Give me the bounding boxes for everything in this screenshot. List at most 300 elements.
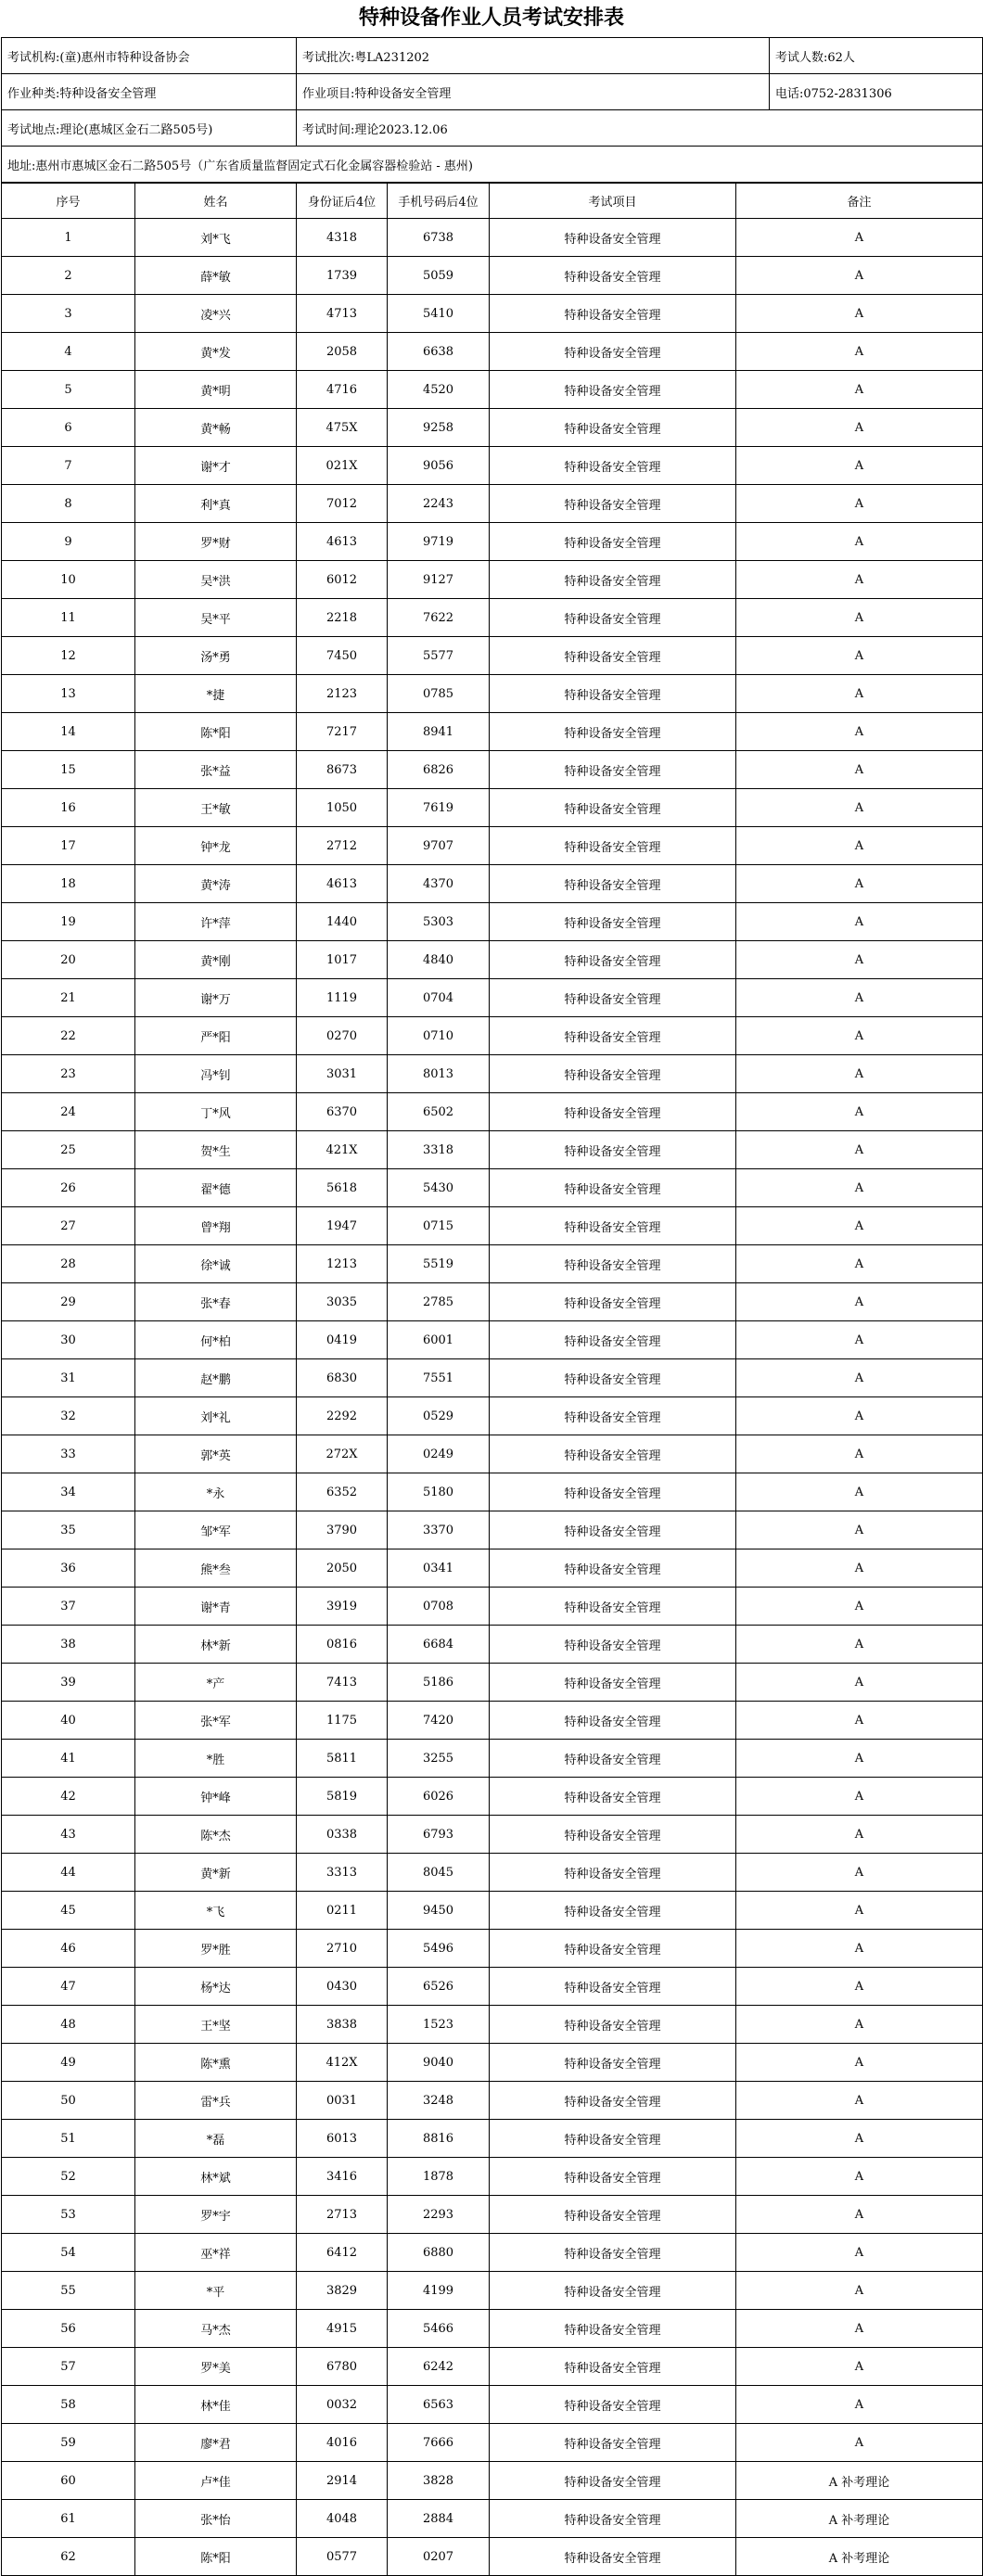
cell-remark: A — [736, 1245, 983, 1283]
cell-phone-last4: 2785 — [388, 1283, 490, 1321]
cell-name: 张*军 — [135, 1702, 297, 1740]
cell-seq: 35 — [2, 1511, 135, 1549]
cell-id-last4: 5819 — [297, 1778, 388, 1816]
cell-id-last4: 0031 — [297, 2082, 388, 2120]
work-item: 作业项目:特种设备安全管理 — [297, 74, 770, 110]
cell-seq: 29 — [2, 1283, 135, 1321]
cell-exam-item: 特种设备安全管理 — [490, 599, 736, 637]
cell-phone-last4: 0207 — [388, 2538, 490, 2576]
cell-remark: A — [736, 2006, 983, 2044]
cell-exam-item: 特种设备安全管理 — [490, 2386, 736, 2424]
table-row — [2, 1740, 983, 1778]
cell-name: 陈*熏 — [135, 2044, 297, 2082]
cell-remark: A — [736, 1778, 983, 1816]
cell-phone-last4: 6738 — [388, 219, 490, 257]
table-row — [2, 333, 983, 371]
table-row — [2, 2272, 983, 2310]
cell-id-last4: 2123 — [297, 675, 388, 713]
cell-seq: 58 — [2, 2386, 135, 2424]
cell-remark: A — [736, 713, 983, 751]
cell-name: 谢*万 — [135, 979, 297, 1017]
column-header: 身份证后4位 — [297, 184, 388, 219]
cell-remark: A — [736, 789, 983, 827]
cell-remark: A 补考理论 — [736, 2462, 983, 2500]
cell-phone-last4: 5186 — [388, 1664, 490, 1702]
cell-remark: A — [736, 2234, 983, 2272]
cell-phone-last4: 6684 — [388, 1626, 490, 1664]
cell-name: 陈*杰 — [135, 1816, 297, 1854]
cell-id-last4: 3416 — [297, 2158, 388, 2196]
cell-exam-item: 特种设备安全管理 — [490, 1359, 736, 1397]
cell-remark: A — [736, 1169, 983, 1207]
table-row — [2, 2158, 983, 2196]
cell-remark: A — [736, 1435, 983, 1473]
cell-id-last4: 0211 — [297, 1892, 388, 1930]
cell-phone-last4: 2884 — [388, 2500, 490, 2538]
cell-id-last4: 3829 — [297, 2272, 388, 2310]
cell-seq: 24 — [2, 1093, 135, 1131]
cell-name: 丁*风 — [135, 1093, 297, 1131]
cell-phone-last4: 5059 — [388, 257, 490, 295]
cell-name: 黄*新 — [135, 1854, 297, 1892]
cell-remark: A — [736, 219, 983, 257]
cell-id-last4: 3035 — [297, 1283, 388, 1321]
cell-phone-last4: 9258 — [388, 409, 490, 447]
table-row — [2, 2234, 983, 2272]
cell-exam-item: 特种设备安全管理 — [490, 1854, 736, 1892]
cell-phone-last4: 7666 — [388, 2424, 490, 2462]
cell-remark: A — [736, 371, 983, 409]
cell-seq: 60 — [2, 2462, 135, 2500]
cell-phone-last4: 6242 — [388, 2348, 490, 2386]
cell-phone-last4: 4199 — [388, 2272, 490, 2310]
table-row — [2, 751, 983, 789]
cell-seq: 38 — [2, 1626, 135, 1664]
cell-seq: 51 — [2, 2120, 135, 2158]
cell-phone-last4: 5519 — [388, 1245, 490, 1283]
cell-name: 陈*阳 — [135, 713, 297, 751]
cell-exam-item: 特种设备安全管理 — [490, 2234, 736, 2272]
cell-seq: 23 — [2, 1055, 135, 1093]
table-row — [2, 1321, 983, 1359]
cell-phone-last4: 9040 — [388, 2044, 490, 2082]
cell-id-last4: 0816 — [297, 1626, 388, 1664]
cell-remark: A — [736, 2082, 983, 2120]
cell-exam-item: 特种设备安全管理 — [490, 979, 736, 1017]
cell-name: 贺*生 — [135, 1131, 297, 1169]
table-row — [2, 1055, 983, 1093]
cell-name: 张*益 — [135, 751, 297, 789]
cell-seq: 44 — [2, 1854, 135, 1892]
cell-seq: 8 — [2, 485, 135, 523]
cell-exam-item: 特种设备安全管理 — [490, 1664, 736, 1702]
cell-id-last4: 7450 — [297, 637, 388, 675]
cell-seq: 20 — [2, 941, 135, 979]
table-row — [2, 523, 983, 561]
cell-exam-item: 特种设备安全管理 — [490, 751, 736, 789]
cell-seq: 15 — [2, 751, 135, 789]
cell-phone-last4: 0715 — [388, 1207, 490, 1245]
cell-exam-item: 特种设备安全管理 — [490, 1435, 736, 1473]
cell-remark: A 补考理论 — [736, 2538, 983, 2576]
table-row — [2, 2386, 983, 2424]
cell-exam-item: 特种设备安全管理 — [490, 1017, 736, 1055]
cell-remark: A 补考理论 — [736, 2500, 983, 2538]
cell-remark: A — [736, 1588, 983, 1626]
cell-id-last4: 2218 — [297, 599, 388, 637]
cell-remark: A — [736, 599, 983, 637]
cell-seq: 6 — [2, 409, 135, 447]
cell-name: 赵*鹏 — [135, 1359, 297, 1397]
cell-phone-last4: 5410 — [388, 295, 490, 333]
table-row — [2, 1131, 983, 1169]
cell-id-last4: 4016 — [297, 2424, 388, 2462]
cell-exam-item: 特种设备安全管理 — [490, 333, 736, 371]
cell-seq: 43 — [2, 1816, 135, 1854]
table-row — [2, 637, 983, 675]
cell-remark: A — [736, 2424, 983, 2462]
cell-name: 吴*洪 — [135, 561, 297, 599]
cell-id-last4: 272X — [297, 1435, 388, 1473]
cell-remark: A — [736, 1740, 983, 1778]
cell-phone-last4: 3318 — [388, 1131, 490, 1169]
cell-exam-item: 特种设备安全管理 — [490, 2348, 736, 2386]
cell-seq: 47 — [2, 1968, 135, 2006]
cell-id-last4: 5618 — [297, 1169, 388, 1207]
cell-phone-last4: 0708 — [388, 1588, 490, 1626]
cell-phone-last4: 9056 — [388, 447, 490, 485]
cell-seq: 13 — [2, 675, 135, 713]
cell-id-last4: 0430 — [297, 1968, 388, 2006]
cell-remark: A — [736, 1930, 983, 1968]
cell-name: 林*佳 — [135, 2386, 297, 2424]
cell-id-last4: 0577 — [297, 2538, 388, 2576]
cell-remark: A — [736, 1854, 983, 1892]
cell-seq: 61 — [2, 2500, 135, 2538]
cell-id-last4: 0338 — [297, 1816, 388, 1854]
cell-exam-item: 特种设备安全管理 — [490, 1816, 736, 1854]
cell-seq: 52 — [2, 2158, 135, 2196]
cell-name: *飞 — [135, 1892, 297, 1930]
cell-id-last4: 6780 — [297, 2348, 388, 2386]
cell-id-last4: 4613 — [297, 865, 388, 903]
work-category: 作业种类:特种设备安全管理 — [2, 74, 297, 110]
table-row — [2, 485, 983, 523]
cell-seq: 50 — [2, 2082, 135, 2120]
table-row — [2, 1778, 983, 1816]
cell-id-last4: 4318 — [297, 219, 388, 257]
cell-seq: 4 — [2, 333, 135, 371]
cell-id-last4: 4048 — [297, 2500, 388, 2538]
cell-id-last4: 6013 — [297, 2120, 388, 2158]
column-header: 序号 — [2, 184, 135, 219]
cell-id-last4: 2292 — [297, 1397, 388, 1435]
cell-id-last4: 4613 — [297, 523, 388, 561]
table-row — [2, 1549, 983, 1588]
table-row — [2, 1892, 983, 1930]
exam-org: 考试机构:(童)惠州市特种设备协会 — [2, 38, 297, 74]
cell-seq: 39 — [2, 1664, 135, 1702]
table-row — [2, 903, 983, 941]
table-row — [2, 2006, 983, 2044]
cell-name: 何*柏 — [135, 1321, 297, 1359]
cell-id-last4: 1739 — [297, 257, 388, 295]
cell-seq: 59 — [2, 2424, 135, 2462]
column-header: 姓名 — [135, 184, 297, 219]
table-row — [2, 219, 983, 257]
cell-name: 薛*敏 — [135, 257, 297, 295]
exam-time: 考试时间:理论2023.12.06 — [297, 110, 983, 147]
cell-id-last4: 4915 — [297, 2310, 388, 2348]
cell-remark: A — [736, 1093, 983, 1131]
cell-seq: 37 — [2, 1588, 135, 1626]
table-row — [2, 1702, 983, 1740]
cell-phone-last4: 6826 — [388, 751, 490, 789]
cell-phone-last4: 2243 — [388, 485, 490, 523]
cell-name: 廖*君 — [135, 2424, 297, 2462]
cell-remark: A — [736, 2272, 983, 2310]
cell-seq: 56 — [2, 2310, 135, 2348]
cell-exam-item: 特种设备安全管理 — [490, 1055, 736, 1093]
cell-phone-last4: 0710 — [388, 1017, 490, 1055]
cell-phone-last4: 6880 — [388, 2234, 490, 2272]
cell-id-last4: 8673 — [297, 751, 388, 789]
cell-name: 林*斌 — [135, 2158, 297, 2196]
cell-phone-last4: 5466 — [388, 2310, 490, 2348]
table-row — [2, 2424, 983, 2462]
table-row — [2, 1664, 983, 1702]
cell-phone-last4: 7420 — [388, 1702, 490, 1740]
cell-name: 徐*诚 — [135, 1245, 297, 1283]
page-title: 特种设备作业人员考试安排表 — [358, 6, 624, 30]
cell-name: 马*杰 — [135, 2310, 297, 2348]
cell-phone-last4: 0785 — [388, 675, 490, 713]
cell-seq: 40 — [2, 1702, 135, 1740]
cell-remark: A — [736, 1702, 983, 1740]
cell-phone-last4: 9719 — [388, 523, 490, 561]
table-row — [2, 941, 983, 979]
cell-seq: 36 — [2, 1549, 135, 1588]
cell-name: 王*坚 — [135, 2006, 297, 2044]
cell-exam-item: 特种设备安全管理 — [490, 637, 736, 675]
cell-remark: A — [736, 1207, 983, 1245]
table-row — [2, 1588, 983, 1626]
cell-name: *产 — [135, 1664, 297, 1702]
table-row — [2, 789, 983, 827]
cell-exam-item: 特种设备安全管理 — [490, 1511, 736, 1549]
cell-remark: A — [736, 1321, 983, 1359]
cell-name: 刘*飞 — [135, 219, 297, 257]
cell-id-last4: 2710 — [297, 1930, 388, 1968]
table-row — [2, 2082, 983, 2120]
table-row — [2, 713, 983, 751]
cell-phone-last4: 5303 — [388, 903, 490, 941]
exam-batch: 考试批次:粤LA231202 — [297, 38, 770, 74]
cell-phone-last4: 1878 — [388, 2158, 490, 2196]
cell-remark: A — [736, 561, 983, 599]
cell-id-last4: 2058 — [297, 333, 388, 371]
cell-id-last4: 7413 — [297, 1664, 388, 1702]
cell-exam-item: 特种设备安全管理 — [490, 523, 736, 561]
cell-remark: A — [736, 409, 983, 447]
cell-seq: 34 — [2, 1473, 135, 1511]
cell-name: *平 — [135, 2272, 297, 2310]
cell-exam-item: 特种设备安全管理 — [490, 1321, 736, 1359]
cell-remark: A — [736, 295, 983, 333]
table-row — [2, 1930, 983, 1968]
cell-phone-last4: 0704 — [388, 979, 490, 1017]
cell-remark: A — [736, 751, 983, 789]
cell-seq: 22 — [2, 1017, 135, 1055]
cell-seq: 9 — [2, 523, 135, 561]
cell-remark: A — [736, 637, 983, 675]
cell-seq: 25 — [2, 1131, 135, 1169]
cell-phone-last4: 5180 — [388, 1473, 490, 1511]
cell-name: 邹*军 — [135, 1511, 297, 1549]
table-row — [2, 257, 983, 295]
cell-remark: A — [736, 1283, 983, 1321]
cell-name: 翟*德 — [135, 1169, 297, 1207]
cell-name: 熊*叁 — [135, 1549, 297, 1588]
cell-phone-last4: 7619 — [388, 789, 490, 827]
column-header: 考试项目 — [490, 184, 736, 219]
cell-exam-item: 特种设备安全管理 — [490, 447, 736, 485]
cell-seq: 33 — [2, 1435, 135, 1473]
cell-phone-last4: 4520 — [388, 371, 490, 409]
cell-id-last4: 421X — [297, 1131, 388, 1169]
cell-id-last4: 4716 — [297, 371, 388, 409]
cell-name: 黄*畅 — [135, 409, 297, 447]
exam-place: 考试地点:理论(惠城区金石二路505号) — [2, 110, 297, 147]
cell-seq: 62 — [2, 2538, 135, 2576]
cell-exam-item: 特种设备安全管理 — [490, 941, 736, 979]
table-row — [2, 1968, 983, 2006]
cell-id-last4: 6012 — [297, 561, 388, 599]
cell-phone-last4: 3248 — [388, 2082, 490, 2120]
cell-seq: 41 — [2, 1740, 135, 1778]
cell-name: 严*阳 — [135, 1017, 297, 1055]
cell-exam-item: 特种设备安全管理 — [490, 1283, 736, 1321]
table-row — [2, 1169, 983, 1207]
cell-seq: 14 — [2, 713, 135, 751]
cell-phone-last4: 9450 — [388, 1892, 490, 1930]
cell-exam-item: 特种设备安全管理 — [490, 2044, 736, 2082]
cell-id-last4: 5811 — [297, 1740, 388, 1778]
cell-remark: A — [736, 2310, 983, 2348]
cell-name: 王*敏 — [135, 789, 297, 827]
cell-remark: A — [736, 903, 983, 941]
cell-name: 张*春 — [135, 1283, 297, 1321]
cell-id-last4: 1175 — [297, 1702, 388, 1740]
cell-name: *胜 — [135, 1740, 297, 1778]
cell-phone-last4: 7622 — [388, 599, 490, 637]
cell-seq: 28 — [2, 1245, 135, 1283]
cell-phone-last4: 9707 — [388, 827, 490, 865]
table-row — [2, 447, 983, 485]
cell-phone-last4: 8941 — [388, 713, 490, 751]
cell-seq: 12 — [2, 637, 135, 675]
cell-exam-item: 特种设备安全管理 — [490, 1740, 736, 1778]
cell-exam-item: 特种设备安全管理 — [490, 1549, 736, 1588]
table-row — [2, 1473, 983, 1511]
table-row — [2, 599, 983, 637]
column-header: 备注 — [736, 184, 983, 219]
cell-remark: A — [736, 2120, 983, 2158]
cell-seq: 10 — [2, 561, 135, 599]
cell-exam-item: 特种设备安全管理 — [490, 1131, 736, 1169]
cell-id-last4: 0270 — [297, 1017, 388, 1055]
cell-phone-last4: 0529 — [388, 1397, 490, 1435]
cell-seq: 46 — [2, 1930, 135, 1968]
cell-exam-item: 特种设备安全管理 — [490, 2006, 736, 2044]
cell-phone-last4: 6001 — [388, 1321, 490, 1359]
cell-name: 利*真 — [135, 485, 297, 523]
cell-phone-last4: 5577 — [388, 637, 490, 675]
cell-remark: A — [736, 333, 983, 371]
cell-phone-last4: 0249 — [388, 1435, 490, 1473]
cell-remark: A — [736, 1131, 983, 1169]
cell-name: *磊 — [135, 2120, 297, 2158]
cell-exam-item: 特种设备安全管理 — [490, 827, 736, 865]
cell-name: 钟*龙 — [135, 827, 297, 865]
exam-info-table — [1, 37, 983, 183]
cell-exam-item: 特种设备安全管理 — [490, 675, 736, 713]
cell-name: 黄*发 — [135, 333, 297, 371]
cell-seq: 32 — [2, 1397, 135, 1435]
cell-id-last4: 2050 — [297, 1549, 388, 1588]
cell-exam-item: 特种设备安全管理 — [490, 257, 736, 295]
table-row — [2, 675, 983, 713]
table-row — [2, 865, 983, 903]
cell-id-last4: 1947 — [297, 1207, 388, 1245]
cell-remark: A — [736, 1626, 983, 1664]
cell-seq: 18 — [2, 865, 135, 903]
cell-phone-last4: 8816 — [388, 2120, 490, 2158]
cell-id-last4: 3790 — [297, 1511, 388, 1549]
cell-name: 罗*宇 — [135, 2196, 297, 2234]
cell-exam-item: 特种设备安全管理 — [490, 409, 736, 447]
cell-seq: 55 — [2, 2272, 135, 2310]
cell-seq: 19 — [2, 903, 135, 941]
cell-remark: A — [736, 1397, 983, 1435]
cell-remark: A — [736, 941, 983, 979]
cell-phone-last4: 3828 — [388, 2462, 490, 2500]
cell-exam-item: 特种设备安全管理 — [490, 1778, 736, 1816]
cell-remark: A — [736, 447, 983, 485]
cell-exam-item: 特种设备安全管理 — [490, 1397, 736, 1435]
cell-id-last4: 4713 — [297, 295, 388, 333]
cell-name: 罗*胜 — [135, 1930, 297, 1968]
cell-seq: 27 — [2, 1207, 135, 1245]
cell-name: 黄*刚 — [135, 941, 297, 979]
cell-phone-last4: 0341 — [388, 1549, 490, 1588]
table-row — [2, 561, 983, 599]
cell-exam-item: 特种设备安全管理 — [490, 485, 736, 523]
cell-name: 钟*峰 — [135, 1778, 297, 1816]
cell-phone-last4: 7551 — [388, 1359, 490, 1397]
cell-seq: 3 — [2, 295, 135, 333]
column-header: 手机号码后4位 — [388, 184, 490, 219]
cell-id-last4: 3838 — [297, 2006, 388, 2044]
cell-name: 谢*才 — [135, 447, 297, 485]
cell-id-last4: 6370 — [297, 1093, 388, 1131]
cell-exam-item: 特种设备安全管理 — [490, 2082, 736, 2120]
cell-seq: 11 — [2, 599, 135, 637]
cell-id-last4: 0419 — [297, 1321, 388, 1359]
table-row — [2, 1397, 983, 1435]
cell-remark: A — [736, 257, 983, 295]
cell-remark: A — [736, 1359, 983, 1397]
